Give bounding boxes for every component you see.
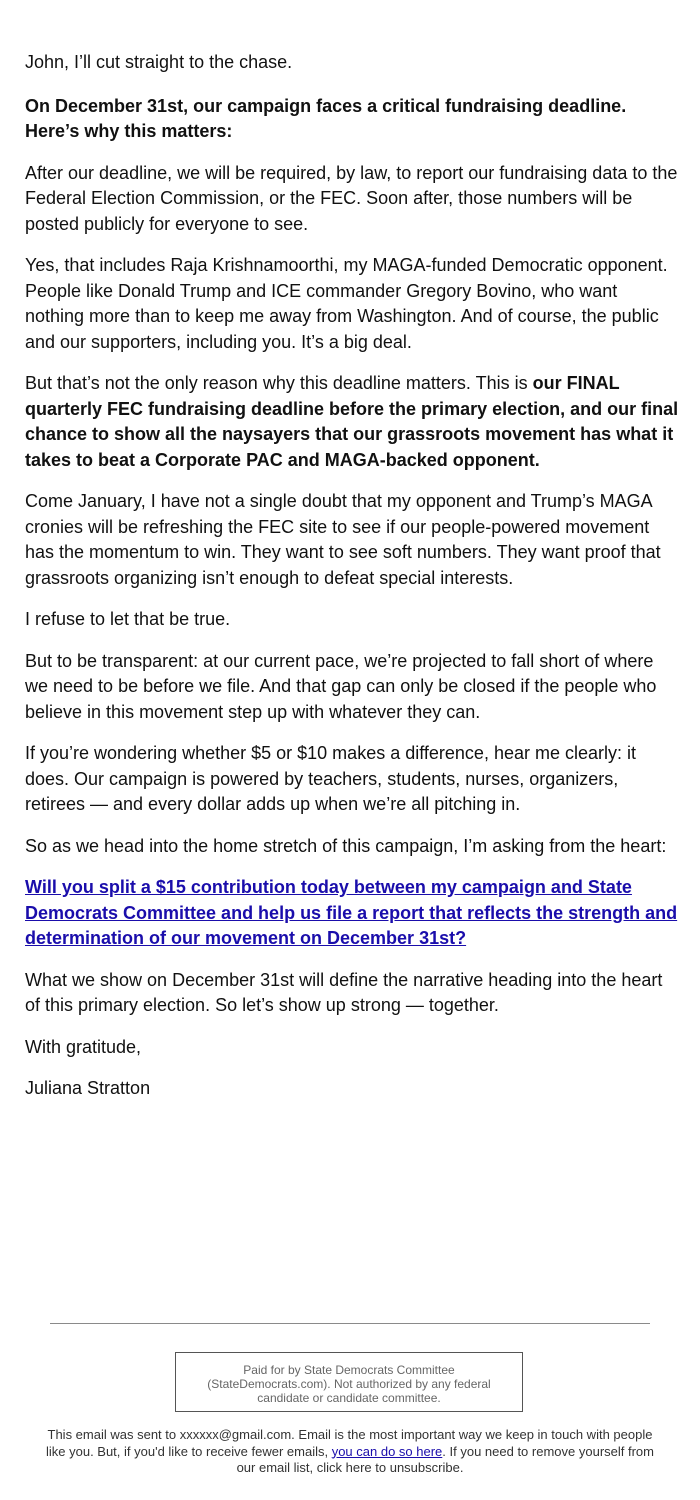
signoff: With gratitude, xyxy=(25,1036,142,1057)
paragraph-fec-reporting: After our deadline, we will be required, by law, to report our fundraising data to the Federal Election Commission, or the FEC. Soon after, those numbers will be posted publicly for everyone to see. xyxy=(25,162,678,234)
paragraph-small-donations: If you’re wondering whether $5 or $10 makes a difference, hear me clearly: it does. Our campaign is powered by teachers, students, nurses, organizers, retirees — and every dollar adds up when we’re all pitching in. xyxy=(25,743,636,814)
paragraph-refuse: I refuse to let that be true. xyxy=(25,609,231,629)
footer-unsubscribe-text[interactable]: . If you need to remove yourself from our email list, click here to unsubscribe. xyxy=(236,1443,654,1475)
footer-divider xyxy=(50,1323,650,1324)
cta-paragraph xyxy=(25,875,680,952)
greeting: John, I’ll cut straight to the chase. xyxy=(25,52,293,72)
footer-sent-prefix: This email was sent to xyxy=(47,1427,180,1442)
paragraph-deadline-matters xyxy=(25,371,680,473)
paragraph-deadline-emphasis: our FINAL quarterly FEC fundraising deadline before the primary election, and our final chance to show all the naysayers that our grassroots movement has what it takes to beat a Corporate PAC and MAGA-backed opponent. xyxy=(25,373,679,470)
email-body xyxy=(25,50,680,1118)
paid-for-disclaimer: Paid for by State Democrats Committee (StateDemocrats.com). Not authorized by any federal candidate or candidate committee. xyxy=(175,1352,523,1412)
paragraph-ask: So as we head into the home stretch of this campaign, I’m asking from the heart: xyxy=(25,835,667,856)
headline: On December 31st, our campaign faces a critical fundraising deadline. Here’s why this matters: xyxy=(25,95,627,141)
paragraph-closing: What we show on December 31st will define the narrative heading into the heart of this primary election. So let’s show up strong — together. xyxy=(25,969,663,1015)
signature: Juliana Stratton xyxy=(25,1078,151,1098)
contribute-link[interactable]: Will you split a $15 contribution today between my campaign and State Democrats Committee and help us file a report that reflects the strength and determination of our movement on December 31st? xyxy=(25,877,678,948)
paragraph-deadline-lead: But that’s not the only reason why this deadline matters. This is xyxy=(25,373,533,393)
paragraph-january: Come January, I have not a single doubt that my opponent and Trump’s MAGA cronies will be refreshing the FEC site to see if our people-powered movement has the momentum to win. They want to see soft numbers. They want proof that grassroots organizing isn’t enough to defeat special interests. xyxy=(25,491,661,588)
paragraph-transparent: But to be transparent: at our current pace, we’re projected to fall short of where we need to be before we file. And that gap can only be closed if the people who believe in this movement step up with whatever they can. xyxy=(25,650,657,722)
paragraph-opponent: Yes, that includes Raja Krishnamoorthi, my MAGA-funded Democratic opponent. People like Donald Trump and ICE commander Gregory Bovino, who want nothing more than to keep me away from Washington. And of course, the public and our supporters, including you. It’s a big deal. xyxy=(25,255,668,352)
recipient-email[interactable]: xxxxxx@gmail.com xyxy=(179,1427,292,1442)
footer-notice xyxy=(40,1427,660,1477)
fewer-emails-link[interactable]: you can do so here xyxy=(331,1443,443,1459)
footer-sent-middle: . Email is the most important way we keep in touch with people like you. But, if you'd like to receive fewer emails, xyxy=(45,1427,653,1459)
